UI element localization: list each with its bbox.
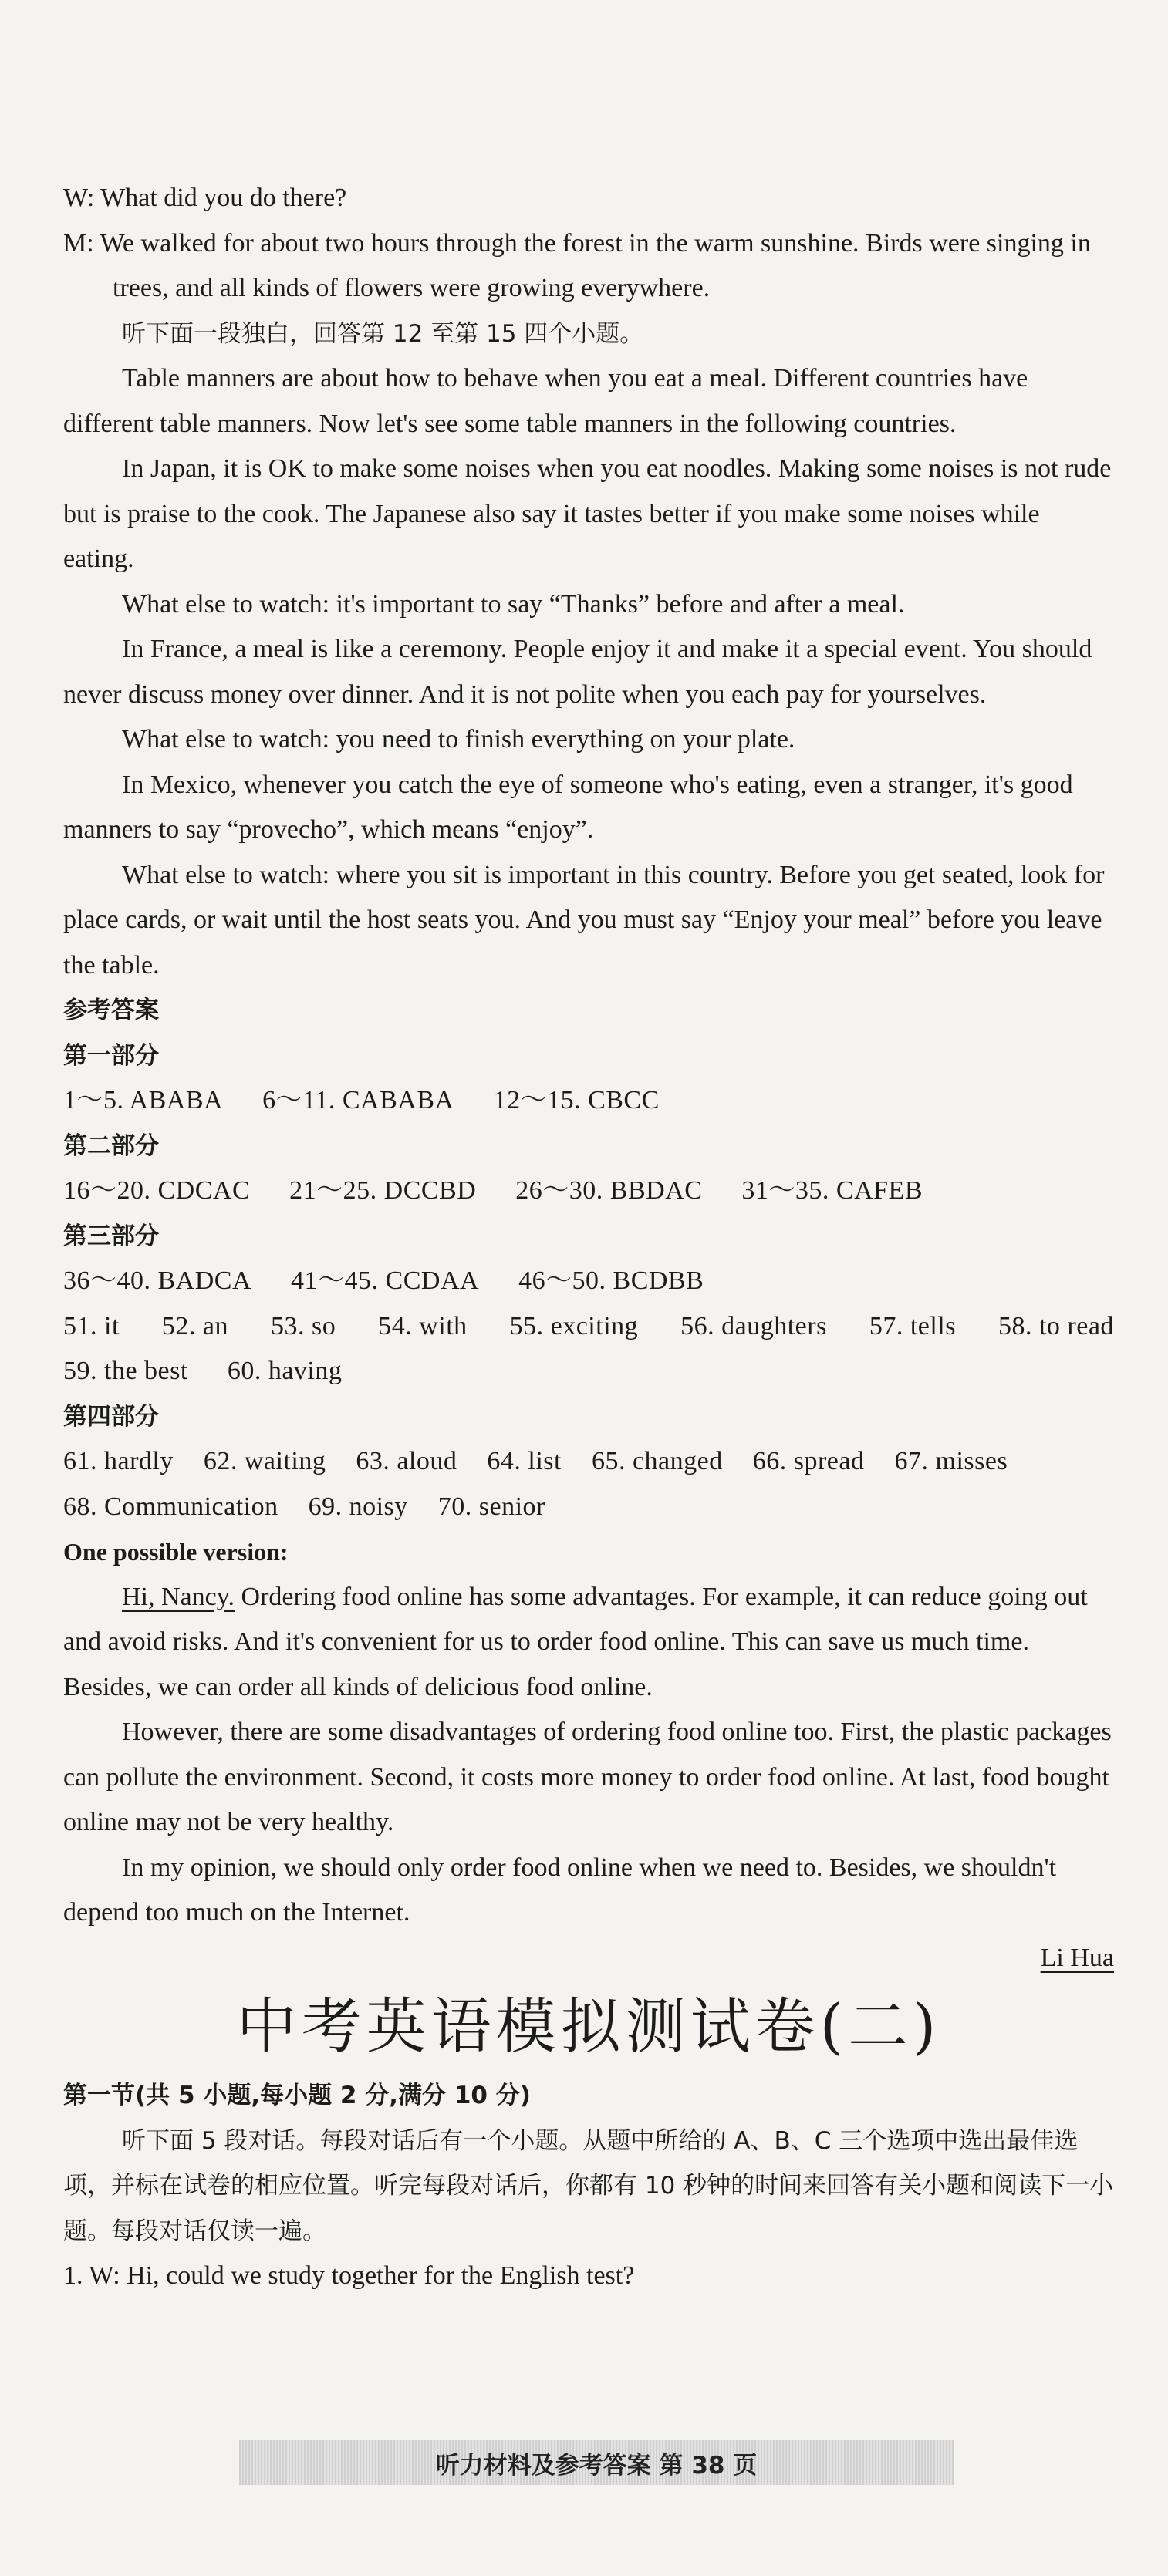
answer-group: 41～45. CCDAA [291, 1266, 480, 1295]
answer-item: 53. so [270, 1311, 336, 1340]
part3-heading: 第三部分 [63, 1222, 159, 1250]
essay-signature [63, 1936, 1114, 1981]
essay-label: One possible version: [63, 1538, 289, 1566]
answer-item: 66. spread [752, 1447, 865, 1475]
part1-heading: 第一部分 [63, 1041, 159, 1070]
signature-text: Li Hua [1040, 1943, 1114, 1972]
monologue-paragraph: In Japan, it is OK to make some noises when you eat noodles. Making some noises is not rude but is praise to the cook. The Japanese also say it tastes better if you make some noises while eating. [63, 454, 1112, 573]
part3-answers-row2 [63, 1304, 1114, 1350]
dialogue-line-m: M: We walked for about two hours through the forest in the warm sunshine. Birds were singing in trees, and all kinds of flowers were growing everywhere. [63, 228, 1091, 302]
essay-paragraph-1 [63, 1575, 1114, 1711]
footer-text: 听力材料及参考答案 第 38 页 [435, 2451, 758, 2480]
page-footer [239, 2440, 954, 2485]
answer-group: 36～40. BADCA [63, 1266, 252, 1295]
answer-item: 64. list [487, 1447, 562, 1475]
answer-group: 1～5. ABABA [63, 1086, 224, 1114]
monologue-paragraph: What else to watch: it's important to say “Thanks” before and after a meal. [122, 589, 905, 619]
part2-answers [63, 1168, 1114, 1214]
document-body [63, 176, 1114, 2299]
answer-group: 16～20. CDCAC [63, 1176, 251, 1205]
answer-item: 63. aloud [356, 1447, 457, 1475]
answer-item: 54. with [378, 1311, 468, 1340]
dialogue-line-w: W: What did you do there? [63, 184, 347, 212]
answer-item: 60. having [227, 1357, 343, 1385]
answer-group: 6～11. CABABA [262, 1086, 454, 1114]
monologue-paragraph: In Mexico, whenever you catch the eye of someone who's eating, even a stranger, it's good manners to say “provecho”, which means “enjoy”. [63, 770, 1073, 844]
answer-group: 26～30. BBDAC [515, 1176, 703, 1205]
essay-greeting: Hi, Nancy. [122, 1582, 235, 1611]
answer-item: 65. changed [591, 1447, 723, 1475]
part3-answers-row1 [63, 1259, 1114, 1304]
part1-answers [63, 1078, 1114, 1124]
answer-item: 61. hardly [63, 1447, 174, 1475]
section1-heading: 第一节(共 5 小题,每小题 2 分,满分 10 分) [63, 2082, 531, 2109]
monologue-paragraph: What else to watch: where you sit is important in this country. Before you get seated, look for place cards, or wait until the host seats you. And you must say “Enjoy your meal” before you leave the table. [63, 860, 1105, 979]
exam-title: 中考英语模拟测试卷(二) [236, 1992, 941, 2062]
part4-heading: 第四部分 [63, 1402, 159, 1431]
part3-answers-row3 [63, 1349, 1114, 1394]
answer-group: 12～15. CBCC [493, 1086, 660, 1114]
answer-item: 58. to read [998, 1311, 1114, 1340]
answers-heading: 参考答案 [63, 996, 159, 1024]
answer-item: 56. daughters [680, 1311, 827, 1340]
answer-item: 55. exciting [509, 1311, 639, 1340]
section1-instruction: 听下面 5 段对话。每段对话后有一个小题。从题中所给的 A、B、C 三个选项中选出最佳选项，并标在试卷的相应位置。听完每段对话后，你都有 10 秒钟的时间来回答有关小题和阅读下一小题。每段对话仅读一遍。 [63, 2126, 1114, 2245]
answer-item: 57. tells [869, 1311, 956, 1340]
essay-para1-text: Ordering food online has some advantages. For example, it can reduce going out and avoid risks. And it's convenient for us to order food online. This can save us much time. Besides, we can order all kinds of delicious food online. [63, 1582, 1088, 1701]
answer-item: 69. noisy [308, 1492, 408, 1521]
answer-item: 51. it [63, 1311, 120, 1340]
question-1: 1. W: Hi, could we study together for the English test? [63, 2261, 635, 2290]
monologue-paragraph: What else to watch: you need to finish everything on your plate. [122, 725, 795, 754]
answer-item: 52. an [161, 1311, 228, 1340]
part2-heading: 第二部分 [63, 1131, 159, 1160]
answer-group: 46～50. BCDBB [518, 1266, 704, 1295]
answer-item: 68. Communication [63, 1492, 278, 1521]
answer-item: 62. waiting [203, 1447, 326, 1475]
answer-item: 70. senior [437, 1492, 545, 1521]
answer-group: 21～25. DCCBD [289, 1176, 477, 1205]
part4-answers-row2 [63, 1485, 1114, 1530]
part4-answers-row1 [63, 1439, 1114, 1485]
answer-item: 59. the best [63, 1357, 188, 1385]
monologue-instruction: 听下面一段独白，回答第 12 至第 15 四个小题。 [122, 319, 644, 348]
essay-paragraph-2: However, there are some disadvantages of ordering food online too. First, the plastic packages can pollute the environment. Second, it costs more money to order food online. At last, food bought online may not be very healthy. [63, 1718, 1112, 1836]
answer-group: 31～35. CAFEB [741, 1176, 923, 1205]
monologue-paragraph: In France, a meal is like a ceremony. People enjoy it and make it a special event. You should never discuss money over dinner. And it is not polite when you each pay for yourselves. [63, 635, 1092, 709]
answer-item: 67. misses [894, 1447, 1008, 1475]
monologue-paragraph: Table manners are about how to behave when you eat a meal. Different countries have different table manners. Now let's see some table manners in the following countries. [63, 364, 1028, 438]
essay-paragraph-3: In my opinion, we should only order food online when we need to. Besides, we shouldn't depend too much on the Internet. [63, 1853, 1057, 1927]
